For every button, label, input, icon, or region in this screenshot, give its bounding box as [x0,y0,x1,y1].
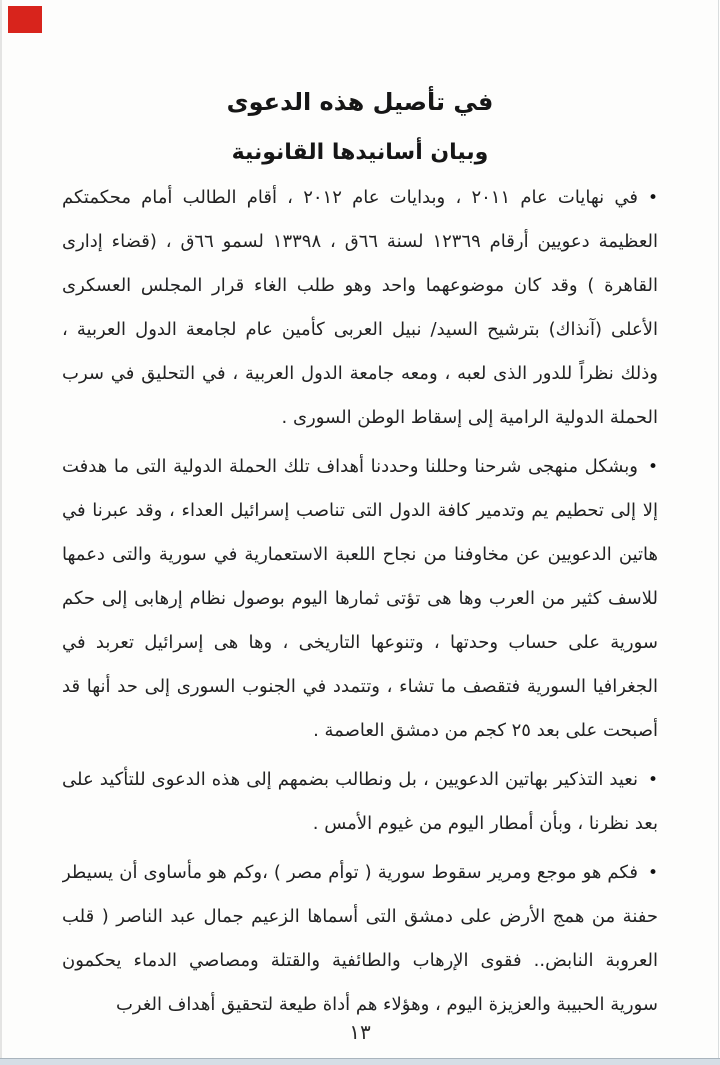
bullet-icon: • [647,457,658,477]
bullet-paragraph [62,851,658,1018]
document-body [62,176,658,1018]
paragraph-text: في نهايات عام ٢٠١١ ، وبدايات عام ٢٠١٢ ، أقام الطالب أمام محكمتكم العظيمة دعويين أرقام ١٢٣٦٩ لسنة ٦٦ق ، ١٣٣٩٨ لسمو ٦٦ق ، (قضاء إدارى القاهرة ) وقد كان موضوعهما واحد وهو طلب الغاء قرار المجلس العسكرى الأعلى (آنذاك) بترشيح السيد/ نبيل العربى كأمين عام لجامعة الدول العربية ، وذلك نظراً للدور الذى لعبه ، ومعه جامعة الدول العربية ، في التحليق في سرب الحملة الدولية الرامية إلى إسقاط الوطن السورى . [62,187,658,428]
bullet-icon: • [647,863,658,883]
bottom-scan-strip [0,1058,720,1065]
section-subtitle: وبيان أسانيدها القانونية [231,140,489,165]
page-number: ١٣ [349,1020,371,1044]
bullet-icon: • [647,770,658,790]
bullet-paragraph [62,758,658,846]
bullet-paragraph [62,445,658,753]
paragraph-text: نعيد التذكير بهاتين الدعويين ، بل ونطالب بضمهم إلى هذه الدعوى للتأكيد على بعد نظرنا ، وبأن أمطار اليوم من غيوم الأمس . [62,769,658,834]
red-scan-mark [8,6,42,33]
paragraph-text: وبشكل منهجى شرحنا وحللنا وحددنا أهداف تلك الحملة الدولية التى ما هدفت إلا إلى تحطيم يم وتدمير كافة الدول التى تناصب إسرائيل العداء ، وقد عبرنا في هاتين الدعويين عن مخاوفنا من نجاح اللعبة الاستعمارية في سورية والتى دعمها للاسف كثير من العرب وها هى تؤتى ثمارها اليوم بوصول نظام إرهابى إلى حكم سورية على حساب وحدتها ، وتنوعها التاريخى ، وها هى إسرائيل تعربد في الجغرافيا السورية فتقصف ما تشاء ، وتتمدد في الجنوب السورى إلى حد أنها قد أصبحت على بعد ٢٥ كجم من دمشق العاصمة . [62,456,658,741]
paragraph-text: فكم هو موجع ومرير سقوط سورية ( توأم مصر ) ،وكم هو مأساوى أن يسيطر حفنة من همج الأرض على دمشق التى أسماها الزعيم جمال عبد الناصر ( قلب العروبة النابض.. فقوى الإرهاب والطائفية والقتلة ومصاصي الدماء يحكمون سورية الحبيبة والعزيزة اليوم ، وهؤلاء هم أداة طيعة لتحقيق أهداف الغرب [62,862,658,1015]
bullet-paragraph [62,176,658,440]
bullet-icon: • [647,188,658,208]
section-title: في تأصيل هذه الدعوى [226,88,494,116]
